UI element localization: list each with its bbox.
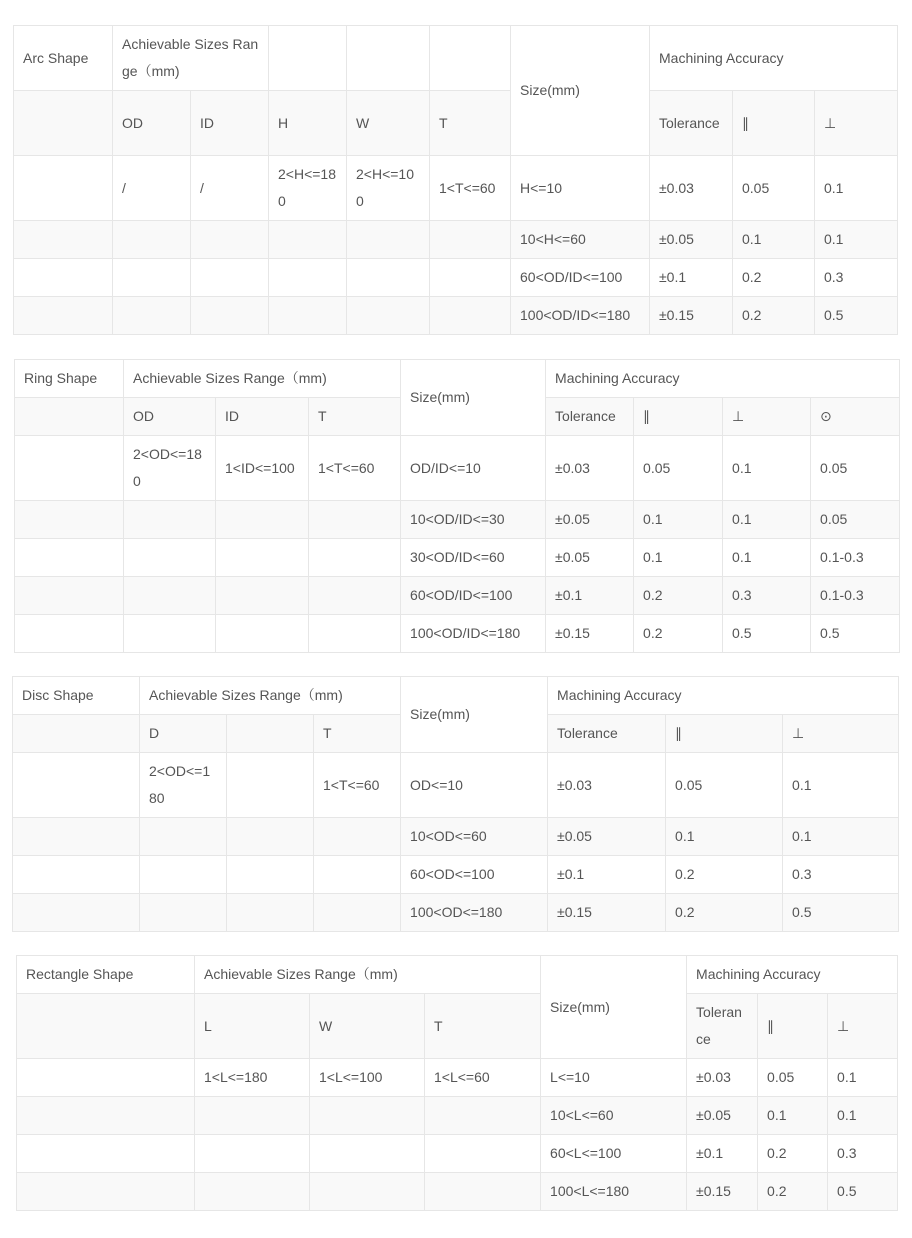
tolerance-value: ±0.1	[548, 856, 666, 894]
empty-cell	[430, 26, 511, 91]
tolerance-value: ±0.03	[548, 753, 666, 818]
accuracy-header: Machining Accuracy	[650, 26, 898, 91]
size-value: OD/ID<=10	[401, 436, 546, 501]
table-row	[17, 1135, 898, 1173]
tolerance-header: Tolerance	[687, 994, 758, 1059]
concentricity-value: 0.05	[811, 501, 900, 539]
table-row	[15, 539, 900, 577]
perpendicularity-icon: ⊥	[783, 715, 899, 753]
parallelism-value: 0.2	[733, 297, 815, 335]
l-value: 1<L<=180	[195, 1059, 310, 1097]
table-row	[13, 753, 899, 818]
tolerance-value: ±0.05	[548, 818, 666, 856]
range-header: Achievable Sizes Range（mm)	[195, 956, 541, 994]
size-value: 30<OD/ID<=60	[401, 539, 546, 577]
col-header-empty	[227, 715, 314, 753]
empty-cell	[269, 26, 347, 91]
table-row	[14, 297, 898, 335]
parallelism-icon: ∥	[666, 715, 783, 753]
range-header: Achievable Sizes Range（mm)	[113, 26, 269, 91]
table-row	[15, 615, 900, 653]
col-header-t: T	[425, 994, 541, 1059]
size-value: 100<OD/ID<=180	[511, 297, 650, 335]
parallelism-value: 0.2	[634, 615, 723, 653]
table-row	[15, 577, 900, 615]
perpendicularity-value: 0.1	[815, 221, 898, 259]
d-value: 2<OD<=180	[140, 753, 227, 818]
size-value: 60<OD/ID<=100	[511, 259, 650, 297]
t-value: 1<T<=60	[309, 436, 401, 501]
parallelism-value: 0.05	[634, 436, 723, 501]
od-value: 2<OD<=180	[124, 436, 216, 501]
parallelism-value: 0.1	[634, 539, 723, 577]
parallelism-icon: ∥	[634, 398, 723, 436]
table-row	[13, 856, 899, 894]
tolerance-header: Tolerance	[548, 715, 666, 753]
concentricity-value: 0.5	[811, 615, 900, 653]
t-value: 1<T<=60	[430, 156, 511, 221]
size-value: L<=10	[541, 1059, 687, 1097]
parallelism-value: 0.05	[666, 753, 783, 818]
ring-shape-table	[14, 359, 900, 653]
size-value: 10<OD<=60	[401, 818, 548, 856]
empty-cell	[347, 26, 430, 91]
w-value: 2<H<=100	[347, 156, 430, 221]
col-header-od: OD	[113, 91, 191, 156]
col-header-d: D	[140, 715, 227, 753]
empty-cell	[14, 156, 113, 221]
size-header: Size(mm)	[401, 360, 546, 436]
table-row	[15, 436, 900, 501]
table-row	[14, 259, 898, 297]
empty-cell	[13, 753, 140, 818]
perpendicularity-value: 0.3	[723, 577, 811, 615]
perpendicularity-value: 0.1	[828, 1097, 898, 1135]
w-value: 1<L<=100	[310, 1059, 425, 1097]
table-row	[17, 1097, 898, 1135]
empty-cell	[15, 398, 124, 436]
perpendicularity-value: 0.1	[783, 818, 899, 856]
tolerance-value: ±0.15	[546, 615, 634, 653]
col-header-t: T	[430, 91, 511, 156]
od-value: /	[113, 156, 191, 221]
size-value: 100<L<=180	[541, 1173, 687, 1211]
tolerance-value: ±0.1	[650, 259, 733, 297]
t-value: 1<T<=60	[314, 753, 401, 818]
parallelism-value: 0.05	[758, 1059, 828, 1097]
table-row	[13, 818, 899, 856]
tolerance-value: ±0.15	[548, 894, 666, 932]
perpendicularity-value: 0.1	[723, 501, 811, 539]
parallelism-value: 0.1	[666, 818, 783, 856]
size-value: 60<OD/ID<=100	[401, 577, 546, 615]
perpendicularity-icon: ⊥	[723, 398, 811, 436]
size-value: 10<L<=60	[541, 1097, 687, 1135]
id-value: 1<ID<=100	[216, 436, 309, 501]
size-value: 10<H<=60	[511, 221, 650, 259]
table-title: Ring Shape	[15, 360, 124, 398]
concentricity-value: 0.1-0.3	[811, 577, 900, 615]
empty-cell	[14, 91, 113, 156]
tolerance-header: Tolerance	[650, 91, 733, 156]
size-header: Size(mm)	[511, 26, 650, 156]
tolerance-value: ±0.05	[546, 501, 634, 539]
perpendicularity-icon: ⊥	[828, 994, 898, 1059]
tolerance-header: Tolerance	[546, 398, 634, 436]
tolerance-value: ±0.05	[687, 1097, 758, 1135]
size-value: 60<L<=100	[541, 1135, 687, 1173]
table-title: Disc Shape	[13, 677, 140, 715]
tolerance-value: ±0.03	[687, 1059, 758, 1097]
concentricity-value: 0.1-0.3	[811, 539, 900, 577]
size-value: 10<OD/ID<=30	[401, 501, 546, 539]
size-value: 60<OD<=100	[401, 856, 548, 894]
empty-cell	[15, 436, 124, 501]
empty-cell	[13, 715, 140, 753]
parallelism-value: 0.2	[733, 259, 815, 297]
tolerance-value: ±0.03	[650, 156, 733, 221]
table-row	[15, 501, 900, 539]
parallelism-value: 0.05	[733, 156, 815, 221]
col-header-w: W	[310, 994, 425, 1059]
table-row	[13, 894, 899, 932]
col-header-t: T	[314, 715, 401, 753]
table-row	[14, 156, 898, 221]
parallelism-value: 0.1	[758, 1097, 828, 1135]
perpendicularity-value: 0.5	[783, 894, 899, 932]
perpendicularity-value: 0.1	[723, 436, 811, 501]
tolerance-value: ±0.05	[546, 539, 634, 577]
size-header: Size(mm)	[541, 956, 687, 1059]
table-row	[14, 221, 898, 259]
accuracy-header: Machining Accuracy	[546, 360, 900, 398]
parallelism-value: 0.2	[666, 856, 783, 894]
parallelism-icon: ∥	[733, 91, 815, 156]
col-header-h: H	[269, 91, 347, 156]
tolerance-value: ±0.1	[546, 577, 634, 615]
empty-cell	[17, 994, 195, 1059]
perpendicularity-value: 0.3	[828, 1135, 898, 1173]
accuracy-header: Machining Accuracy	[548, 677, 899, 715]
perpendicularity-value: 0.1	[828, 1059, 898, 1097]
col-header-t: T	[309, 398, 401, 436]
table-title: Arc Shape	[14, 26, 113, 91]
tolerance-value: ±0.05	[650, 221, 733, 259]
arc-shape-table	[13, 25, 898, 335]
perpendicularity-value: 0.1	[723, 539, 811, 577]
table-row	[17, 1173, 898, 1211]
parallelism-value: 0.2	[758, 1135, 828, 1173]
parallelism-value: 0.2	[666, 894, 783, 932]
perpendicularity-value: 0.3	[815, 259, 898, 297]
size-header: Size(mm)	[401, 677, 548, 753]
tolerance-value: ±0.03	[546, 436, 634, 501]
col-header-id: ID	[216, 398, 309, 436]
table-row	[17, 1059, 898, 1097]
rectangle-shape-table	[16, 955, 898, 1211]
parallelism-value: 0.1	[634, 501, 723, 539]
parallelism-value: 0.2	[634, 577, 723, 615]
h-value: 2<H<=180	[269, 156, 347, 221]
perpendicularity-value: 0.5	[723, 615, 811, 653]
col-header-od: OD	[124, 398, 216, 436]
t-value: 1<L<=60	[425, 1059, 541, 1097]
perpendicularity-icon: ⊥	[815, 91, 898, 156]
disc-shape-table	[12, 676, 899, 932]
size-value: H<=10	[511, 156, 650, 221]
perpendicularity-value: 0.1	[783, 753, 899, 818]
tolerance-value: ±0.1	[687, 1135, 758, 1173]
size-value: OD<=10	[401, 753, 548, 818]
parallelism-value: 0.1	[733, 221, 815, 259]
concentricity-value: 0.05	[811, 436, 900, 501]
empty-cell	[17, 1059, 195, 1097]
concentricity-icon: ⊙	[811, 398, 900, 436]
empty-cell	[227, 753, 314, 818]
perpendicularity-value: 0.3	[783, 856, 899, 894]
perpendicularity-value: 0.5	[828, 1173, 898, 1211]
range-header: Achievable Sizes Range（mm)	[124, 360, 401, 398]
tolerance-value: ±0.15	[687, 1173, 758, 1211]
size-value: 100<OD<=180	[401, 894, 548, 932]
parallelism-icon: ∥	[758, 994, 828, 1059]
perpendicularity-value: 0.5	[815, 297, 898, 335]
accuracy-header: Machining Accuracy	[687, 956, 898, 994]
size-value: 100<OD/ID<=180	[401, 615, 546, 653]
tolerance-value: ±0.15	[650, 297, 733, 335]
table-title: Rectangle Shape	[17, 956, 195, 994]
col-header-w: W	[347, 91, 430, 156]
perpendicularity-value: 0.1	[815, 156, 898, 221]
id-value: /	[191, 156, 269, 221]
parallelism-value: 0.2	[758, 1173, 828, 1211]
col-header-l: L	[195, 994, 310, 1059]
range-header: Achievable Sizes Range（mm)	[140, 677, 401, 715]
col-header-id: ID	[191, 91, 269, 156]
